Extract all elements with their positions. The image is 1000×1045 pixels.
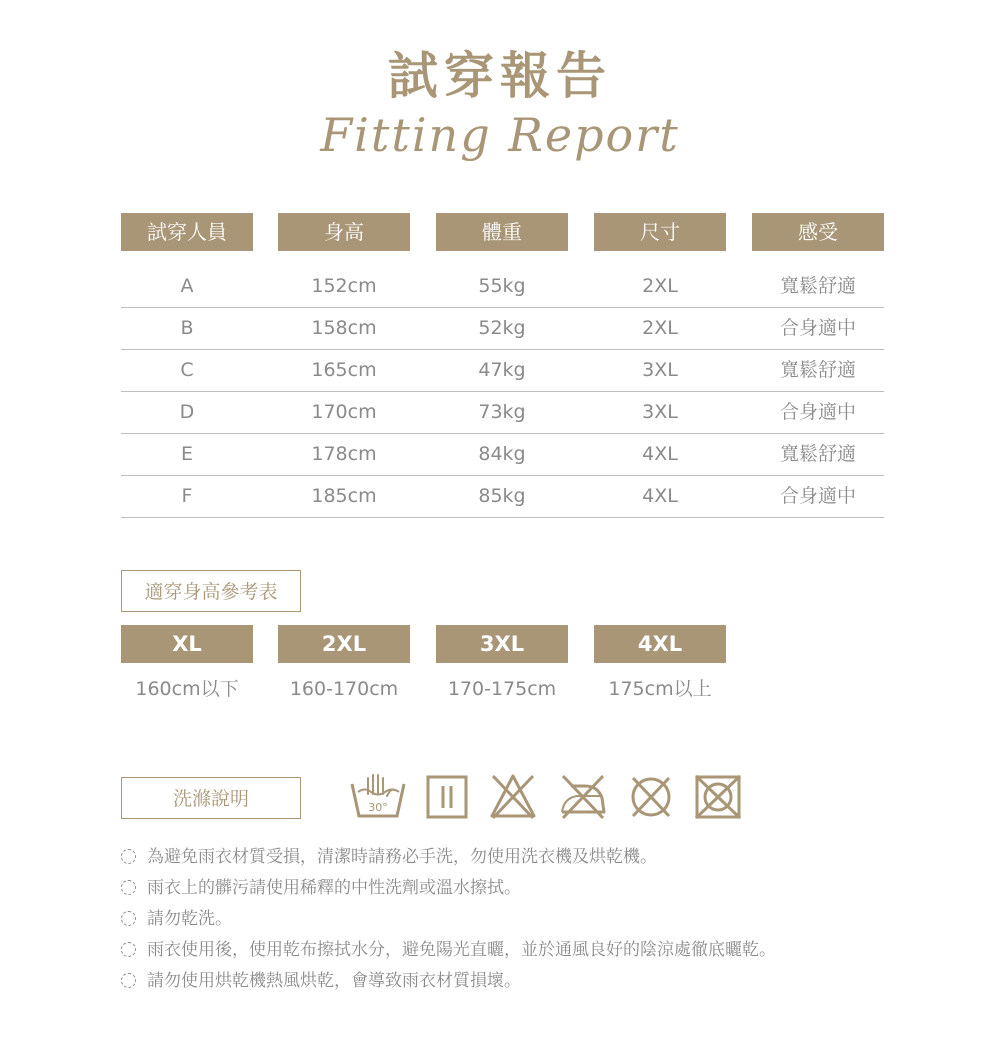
care-notes — [121, 842, 941, 997]
cell-tester: A — [180, 275, 194, 297]
table-row — [121, 350, 884, 392]
cell-weight: 47kg — [478, 359, 526, 381]
list-item — [121, 873, 941, 904]
column-header-feeling: 感受 — [752, 213, 884, 251]
cell-height: 185cm — [311, 485, 377, 507]
dashed-circle-bullet-icon — [121, 849, 136, 864]
table-row — [121, 476, 884, 518]
column-header-height: 身高 — [278, 213, 410, 251]
table-row — [121, 308, 884, 350]
cell-height: 170cm — [311, 401, 377, 423]
care-note-text: 雨衣上的髒污請使用稀釋的中性洗劑或溫水擦拭。 — [147, 878, 521, 898]
size-range-3xl: 170-175cm — [447, 678, 557, 700]
cell-tester: F — [181, 485, 193, 507]
size-label-4xl: 4XL — [594, 625, 726, 663]
dashed-circle-bullet-icon — [121, 911, 136, 926]
dashed-circle-bullet-icon — [121, 973, 136, 988]
do-not-iron-icon — [557, 772, 609, 822]
cell-feeling: 合身適中 — [779, 401, 856, 423]
dashed-circle-bullet-icon — [121, 880, 136, 895]
cell-size: 2XL — [642, 317, 678, 339]
size-range-2xl: 160-170cm — [289, 678, 399, 700]
hand-wash-30-icon — [349, 772, 407, 822]
fitting-table — [121, 213, 884, 507]
cell-feeling: 合身適中 — [779, 485, 856, 507]
fitting-table-header — [121, 213, 884, 251]
size-range-4xl: 175cm以上 — [608, 678, 712, 700]
cell-tester: E — [180, 443, 193, 465]
size-range-xl: 160cm以下 — [135, 678, 239, 700]
list-item — [121, 935, 941, 966]
table-row — [121, 434, 884, 476]
cell-weight: 55kg — [478, 275, 526, 297]
cell-tester: C — [180, 359, 194, 381]
table-row — [121, 392, 884, 434]
cell-weight: 85kg — [478, 485, 526, 507]
care-note-text: 請勿使用烘乾機熱風烘乾，會導致雨衣材質損壞。 — [147, 971, 521, 991]
page-subtitle: Fitting Report — [320, 108, 680, 162]
line-dry-shade-icon — [425, 772, 469, 822]
do-not-tumble-dry-icon — [693, 772, 743, 822]
care-label: 洗滌說明 — [121, 777, 301, 819]
wash-temperature: 30° — [368, 801, 388, 814]
column-header-size: 尺寸 — [594, 213, 726, 251]
care-note-text: 為避免雨衣材質受損，清潔時請務必手洗，勿使用洗衣機及烘乾機。 — [147, 847, 657, 867]
do-not-dry-clean-icon — [627, 772, 675, 822]
cell-size: 4XL — [642, 443, 678, 465]
cell-weight: 84kg — [478, 443, 526, 465]
dashed-circle-bullet-icon — [121, 942, 136, 957]
table-row — [121, 266, 884, 308]
cell-height: 178cm — [311, 443, 377, 465]
size-label-2xl: 2XL — [278, 625, 410, 663]
cell-feeling: 寬鬆舒適 — [779, 443, 856, 465]
cell-tester: D — [179, 401, 195, 423]
care-note-text: 雨衣使用後，使用乾布擦拭水分，避免陽光直曬，並於通風良好的陰涼處徹底曬乾。 — [147, 940, 776, 960]
cell-height: 165cm — [311, 359, 377, 381]
cell-weight: 52kg — [478, 317, 526, 339]
cell-feeling: 寬鬆舒適 — [779, 275, 856, 297]
list-item — [121, 966, 941, 997]
page-title: 試穿報告 — [388, 47, 612, 105]
fitting-table-body — [121, 266, 884, 518]
size-label-3xl: 3XL — [436, 625, 568, 663]
cell-tester: B — [180, 317, 194, 339]
list-item — [121, 842, 941, 873]
column-header-weight: 體重 — [436, 213, 568, 251]
cell-height: 152cm — [311, 275, 377, 297]
do-not-bleach-icon — [489, 772, 537, 822]
cell-feeling: 合身適中 — [779, 317, 856, 339]
size-label-xl: XL — [121, 625, 253, 663]
cell-height: 158cm — [311, 317, 377, 339]
list-item — [121, 904, 941, 935]
cell-size: 2XL — [642, 275, 678, 297]
cell-size: 4XL — [642, 485, 678, 507]
cell-size: 3XL — [642, 401, 678, 423]
size-chart-label: 適穿身高參考表 — [121, 570, 301, 612]
cell-feeling: 寬鬆舒適 — [779, 359, 856, 381]
column-header-tester: 試穿人員 — [121, 213, 253, 251]
cell-size: 3XL — [642, 359, 678, 381]
cell-weight: 73kg — [478, 401, 526, 423]
care-note-text: 請勿乾洗。 — [147, 909, 232, 929]
